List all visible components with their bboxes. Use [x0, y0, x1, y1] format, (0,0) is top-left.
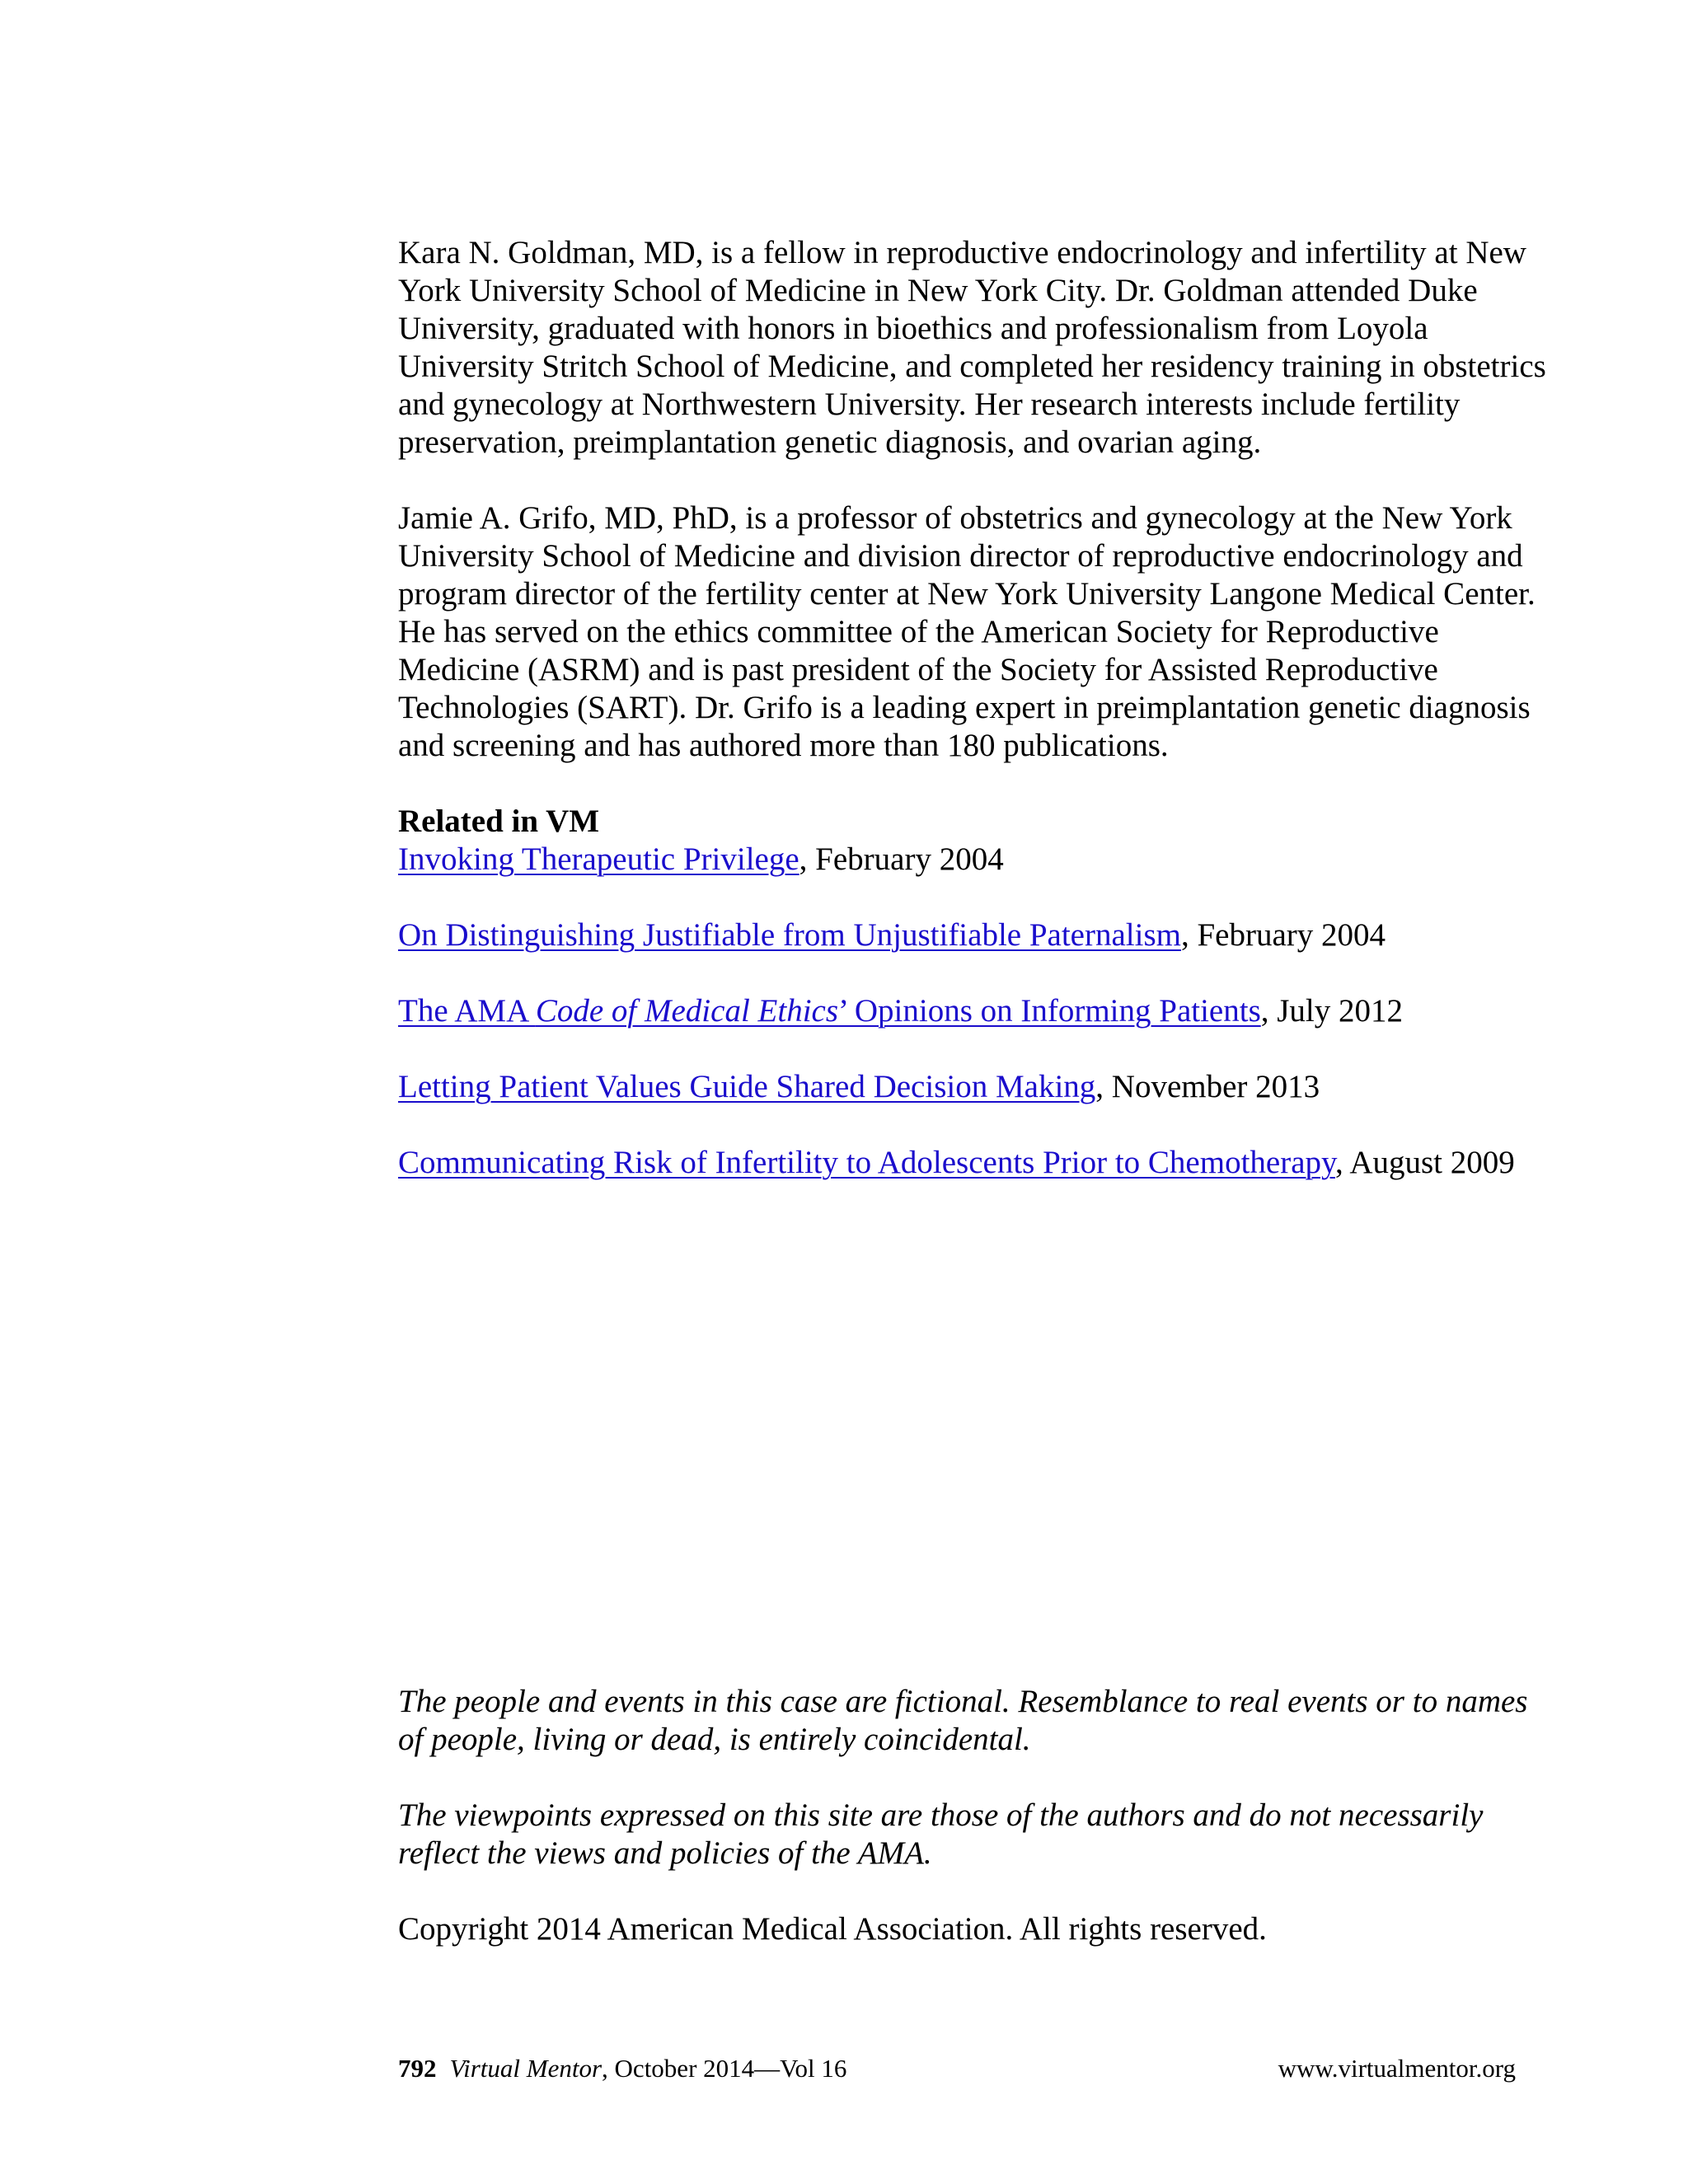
related-item	[398, 916, 1552, 954]
related-item	[398, 1068, 1552, 1106]
related-item	[398, 992, 1552, 1030]
main-content	[398, 234, 1552, 1182]
page-footer	[398, 2052, 1516, 2085]
related-link-text: ’ Opinions on Informing Patients	[838, 993, 1261, 1029]
related-link-therapeutic-privilege[interactable]: Invoking Therapeutic Privilege	[398, 841, 799, 877]
page-number: 792	[398, 2054, 437, 2083]
related-item	[398, 1144, 1552, 1182]
related-date: , August 2009	[1334, 1145, 1515, 1180]
related-link-paternalism[interactable]: On Distinguishing Justifiable from Unjustifiable Paternalism	[398, 917, 1181, 953]
related-link-ama-code-opinions[interactable]	[398, 993, 1261, 1029]
footer-website: www.virtualmentor.org	[1278, 2054, 1516, 2083]
related-link-text: The AMA	[398, 993, 536, 1029]
related-link-shared-decision-making[interactable]: Letting Patient Values Guide Shared Decision Making	[398, 1069, 1096, 1104]
related-date: , February 2004	[799, 841, 1004, 877]
related-date: , February 2004	[1180, 917, 1386, 953]
footer-citation	[398, 2052, 846, 2085]
copyright-notice: Copyright 2014 American Medical Association. All rights reserved.	[398, 1911, 1267, 1947]
author-bio-grifo: Jamie A. Grifo, MD, PhD, is a professor of obstetrics and gynecology at the New York University School of Medicine and division director of reproductive endocrinology and program director of the fertility center at New York University Langone Medical Center. He has served on the ethics committee of the American Society for Reproductive Medicine (ASRM) and is past president of the Society for Assisted Reproductive Technologies (SART). Dr. Grifo is a leading expert in preimplantation genetic diagnosis and screening and has authored more than 180 publications.	[398, 500, 1536, 763]
related-date: , November 2013	[1095, 1069, 1320, 1104]
related-date: , July 2012	[1260, 993, 1404, 1029]
related-link-infertility-risk[interactable]: Communicating Risk of Infertility to Adolescents Prior to Chemotherapy	[398, 1145, 1335, 1180]
journal-name: Virtual Mentor	[449, 2054, 603, 2083]
related-item	[398, 841, 1552, 879]
related-link-italic-text: Code of Medical Ethics	[535, 993, 839, 1029]
disclaimer-section	[398, 1683, 1552, 1948]
author-bio-goldman: Kara N. Goldman, MD, is a fellow in reproductive endocrinology and infertility at New York University School of Medicine in New York City. Dr. Goldman attended Duke University, graduated with honors in bioethics and professionalism from Loyola University Stritch School of Medicine, and completed her residency training in obstetrics and gynecology at Northwestern University. Her research interests include fertility preservation, preimplantation genetic diagnosis, and ovarian aging.	[398, 235, 1546, 460]
issue-info: , October 2014—Vol 16	[602, 2054, 847, 2083]
fiction-disclaimer: The people and events in this case are fictional. Resemblance to real events or to names of people, living or dead, is entirely coincidental.	[398, 1684, 1528, 1757]
viewpoints-disclaimer: The viewpoints expressed on this site are those of the authors and do not necessarily reflect the views and policies of the AMA.	[398, 1797, 1484, 1871]
related-heading: Related in VM	[398, 804, 600, 839]
